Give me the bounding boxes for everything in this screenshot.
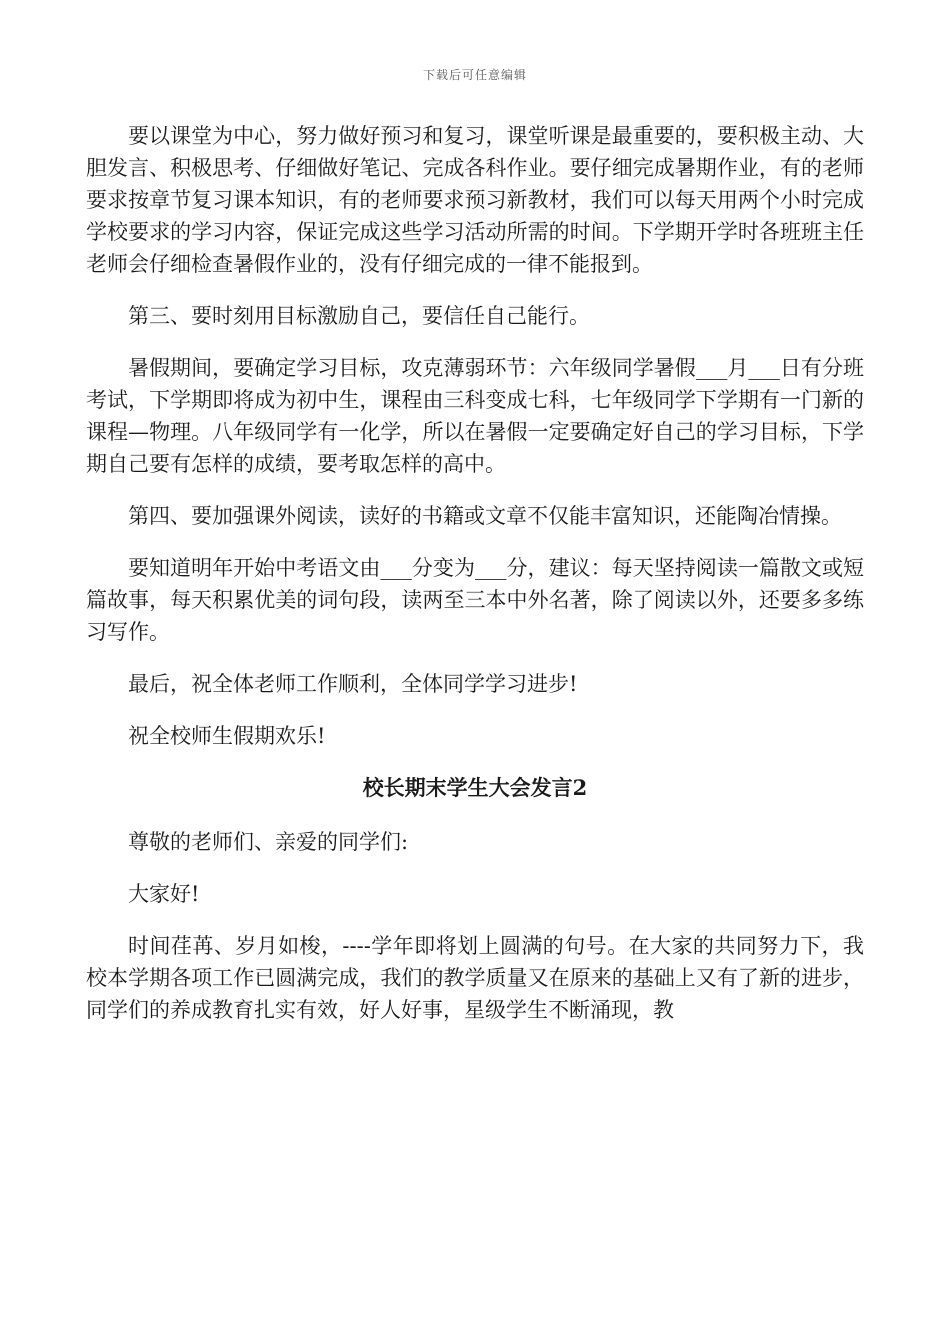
paragraph-point-four: 第四、要加强课外阅读，读好的书籍或文章不仅能丰富知识，还能陶冶情操。: [128, 504, 842, 528]
paragraph-reading-advice: 要知道明年开始中考语文由___分变为___分，建议：每天坚持阅读一篇散文或短篇故事，每天积累优美的词句段，读两至三本中外名著，除了阅读以外，还要多多练习写作。: [86, 556, 864, 644]
paragraph-salutation: 尊敬的老师们、亲爱的同学们:: [128, 830, 409, 854]
paragraph-study-in-class: 要以课堂为中心，努力做好预习和复习，课堂听课是最重要的，要积极主动、大胆发言、积极思考、仔细做好笔记、完成各科作业。要仔细完成暑期作业，有的老师要求按章节复习课本知识，有的老师要求预习新教材，我们可以每天用两个小时完成学校要求的学习内容，保证完成这些学习活动所需的时间。下学期开学时各班班主任老师会仔细检查暑假作业的，没有仔细完成的一律不能报到。: [86, 124, 864, 276]
paragraph-greeting: 大家好!: [128, 882, 200, 906]
document-body: [86, 120, 864, 1046]
section-title: 校长期末学生大会发言2: [362, 775, 588, 800]
header-note: 下载后可任意编辑: [422, 68, 527, 82]
paragraph-summer-goals: 暑假期间，要确定学习目标，攻克薄弱环节：六年级同学暑假___月___日有分班考试，下学期即将成为初中生，课程由三科变成七科，七年级同学下学期有一门新的课程—物理。八年级同学有一化学，所以在暑假一定要确定好自己的学习目标，下学期自己要有怎样的成绩，要考取怎样的高中。: [86, 356, 864, 476]
paragraph-semester-review: 时间荏苒、岁月如梭，----学年即将划上圆满的句号。在大家的共同努力下，我校本学期各项工作已圆满完成，我们的教学质量又在原来的基础上又有了新的进步，同学们的养成教育扎实有效，好人好事，星级学生不断涌现，教: [86, 934, 864, 1022]
paragraph-closing-wishes: 最后，祝全体老师工作顺利，全体同学学习进步!: [128, 672, 578, 696]
paragraph-point-three: 第三、要时刻用目标激励自己，要信任自己能行。: [128, 304, 590, 328]
paragraph-holiday-wishes: 祝全校师生假期欢乐!: [128, 724, 326, 748]
